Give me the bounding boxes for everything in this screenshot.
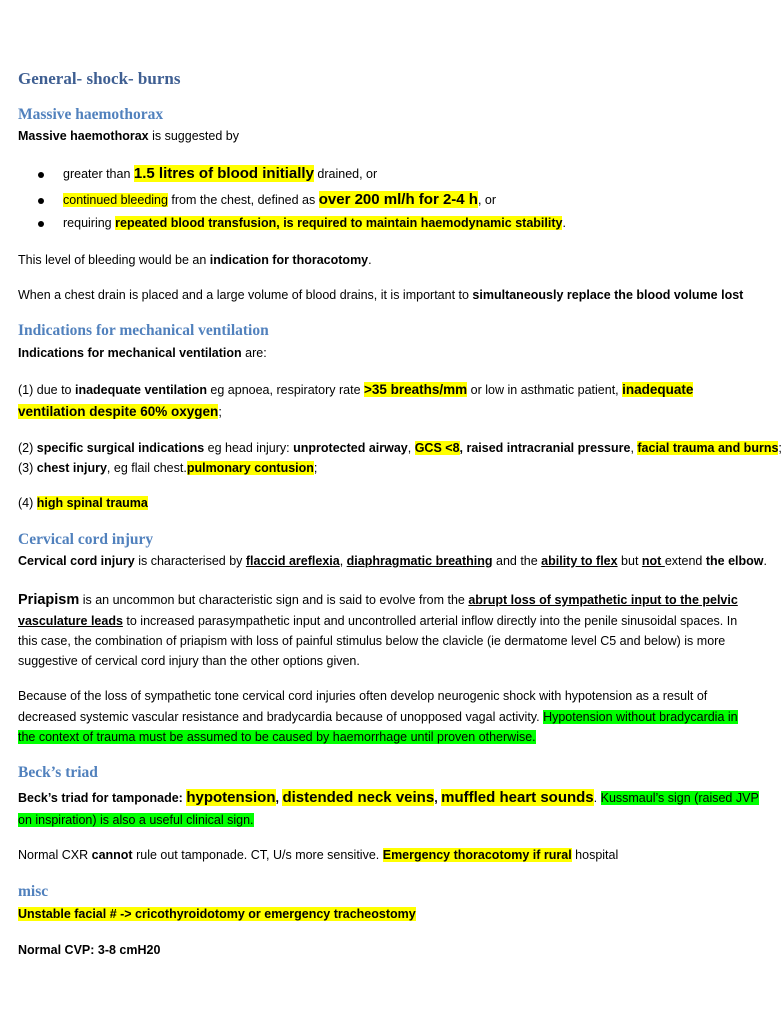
haemothorax-bullet-1: greater than 1.5 litres of blood initially drained, or [63, 165, 378, 182]
priapism-line-2: vasculature leads to increased parasympathetic input and uncontrolled arterial inflow directly into the penile sinusoidal spaces. In [18, 614, 738, 628]
becks-triad-line-2: on inspiration) is also a useful clinical sign. [18, 813, 254, 827]
bullet-icon [38, 221, 44, 227]
heading-mechanical-ventilation: Indications for mechanical ventilation [18, 322, 269, 339]
ventilation-indication-1-cont: ventilation despite 60% oxygen; [18, 404, 222, 419]
becks-triad-line-1: Beck’s triad for tamponade: hypotension, distended neck veins, muffled heart sounds. Kussmaul’s sign (raised JVP [18, 789, 759, 806]
haemothorax-intro: Massive haemothorax is suggested by [18, 129, 239, 143]
heading-misc: misc [18, 883, 49, 900]
heading-cervical-cord-injury: Cervical cord injury [18, 531, 154, 548]
chest-drain-note: When a chest drain is placed and a large volume of blood drains, it is important to simultaneously replace the blood volume lost [18, 288, 744, 302]
document-title: General- shock- burns [18, 69, 181, 88]
priapism-line-1: Priapism is an uncommon but characteristic sign and is said to evolve from the abrupt loss of sympathetic input to the pelvic [18, 592, 738, 608]
neurogenic-shock-line-1: Because of the loss of sympathetic tone cervical cord injuries often develop neurogenic shock with hypotension as a result of [18, 689, 708, 703]
bullet-icon [38, 198, 44, 204]
thoracotomy-indication: This level of bleeding would be an indication for thoracotomy. [18, 253, 372, 267]
priapism-line-3: this case, the combination of priapism with loss of painful stimulus below the clavicle (ie dermatome level C5 and below) is more [18, 634, 726, 648]
heading-becks-triad: Beck’s triad [18, 764, 98, 781]
ventilation-indication-3: (3) chest injury, eg flail chest.pulmonary contusion; [18, 461, 318, 475]
ventilation-indication-1: (1) due to inadequate ventilation eg apnoea, respiratory rate >35 breaths/mm or low in asthmatic patient, inadequate [18, 382, 694, 397]
bullet-icon [38, 172, 44, 178]
ventilation-indication-4: (4) high spinal trauma [18, 496, 148, 510]
heading-massive-haemothorax: Massive haemothorax [18, 106, 164, 123]
cxr-note: Normal CXR cannot rule out tamponade. CT, U/s more sensitive. Emergency thoracotomy if rural hospital [18, 848, 619, 862]
misc-facial-fracture: Unstable facial # -> cricothyroidotomy or emergency tracheostomy [18, 907, 416, 921]
ventilation-indication-2: (2) specific surgical indications eg head injury: unprotected airway, GCS <8, raised intracranial pressure, facial trauma and burns; [18, 441, 782, 455]
haemothorax-bullet-3: requiring repeated blood transfusion, is required to maintain haemodynamic stability. [63, 216, 566, 230]
priapism-line-4: suggestive of cervical cord injury than the other options given. [18, 654, 360, 668]
neurogenic-shock-line-2: decreased systemic vascular resistance and bradycardia because of unopposed vagal activity. Hypotension without bradycardia in [18, 710, 738, 724]
neurogenic-shock-line-3: the context of trauma must be assumed to be caused by haemorrhage until proven otherwise. [18, 730, 536, 744]
misc-normal-cvp: Normal CVP: 3-8 cmH20 [18, 943, 161, 957]
cervical-definition: Cervical cord injury is characterised by flaccid areflexia, diaphragmatic breathing and the ability to flex but not extend the elbow. [18, 554, 767, 568]
haemothorax-bullet-2: continued bleeding from the chest, defined as over 200 ml/h for 2-4 h, or [63, 191, 497, 208]
ventilation-intro: Indications for mechanical ventilation are: [18, 346, 267, 360]
